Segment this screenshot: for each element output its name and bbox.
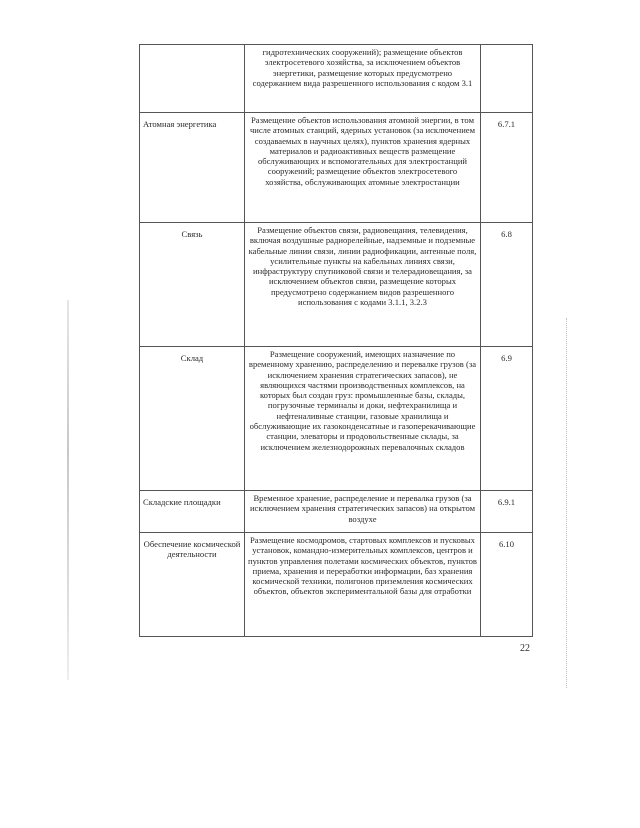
use-description-cell: Размещение объектов связи, радиовещания, телевидения, включая воздушные радиорелейные, надземные и подземные кабельные линии связи, линии радиофикации, антенные поля, усилительные пункты на кабельных линиях связи, инфраструктуру спутниковой связи и телерадиовещания, за исключением объектов связи, размещение которых предусмотрено содержанием видов разрешенного использования с кодами 3.1.1, 3.2.3 [245, 223, 481, 347]
table-row [140, 113, 533, 223]
land-use-table [139, 44, 533, 637]
use-description-cell: Размещение сооружений, имеющих назначение по временному хранению, распределению и перевалке грузов (за исключением хранения стратегических запасов), не являющихся частями производственных комплексов, на которых был создан груз: промышленные базы, склады, погрузочные терминалы и доки, нефтехранилища и нефтеналивные станции, газовые хранилища и обслуживающие их газоконденсатные и газоперекачивающие станции, элеваторы и продовольственные склады, за исключением железнодорожных перевалочных складов [245, 347, 481, 491]
use-code-cell [481, 45, 533, 113]
use-code-cell: 6.8 [481, 223, 533, 347]
use-code-cell: 6.9.1 [481, 491, 533, 533]
use-description-cell: Временное хранение, распределение и перевалка грузов (за исключением хранения стратегических запасов) на открытом воздухе [245, 491, 481, 533]
use-description-cell: Размещение объектов использования атомной энергии, в том числе атомных станций, ядерных установок (за исключением создаваемых в научных целях), пунктов хранения ядерных материалов и радиоактивных веществ размещение обслуживающих и вспомогательных для электростанций сооружений; размещение объектов электросетевого хозяйства, обслуживающих атомные электростанции [245, 113, 481, 223]
page-number: 22 [520, 643, 530, 654]
use-code-cell: 6.10 [481, 533, 533, 637]
use-name-cell: Складские площадки [140, 491, 245, 533]
use-code-cell: 6.9 [481, 347, 533, 491]
table-row [140, 347, 533, 491]
use-code-cell: 6.7.1 [481, 113, 533, 223]
scan-dot-artifacts [566, 318, 568, 688]
use-name-cell: Атомная энергетика [140, 113, 245, 223]
scan-edge-shadow [67, 300, 69, 680]
use-name-cell [140, 45, 245, 113]
use-name-cell: Обеспечение космической деятельности [140, 533, 245, 637]
use-description-cell: Размещение космодромов, стартовых комплексов и пусковых установок, командно-измерительных комплексов, центров и пунктов управления полетами космических объектов, пунктов приема, хранения и переработки информации, баз хранения космической техники, полигонов приземления космических объектов, объектов экспериментальной базы для отработки [245, 533, 481, 637]
use-name-cell: Связь [140, 223, 245, 347]
table-row [140, 533, 533, 637]
table-row [140, 45, 533, 113]
use-description-cell: гидротехнических сооружений); размещение объектов электросетевого хозяйства, за исключением объектов энергетики, размещение которых предусмотрено содержанием вида разрешенного использования с кодом 3.1 [245, 45, 481, 113]
table-row [140, 491, 533, 533]
use-name-cell: Склад [140, 347, 245, 491]
table-row [140, 223, 533, 347]
